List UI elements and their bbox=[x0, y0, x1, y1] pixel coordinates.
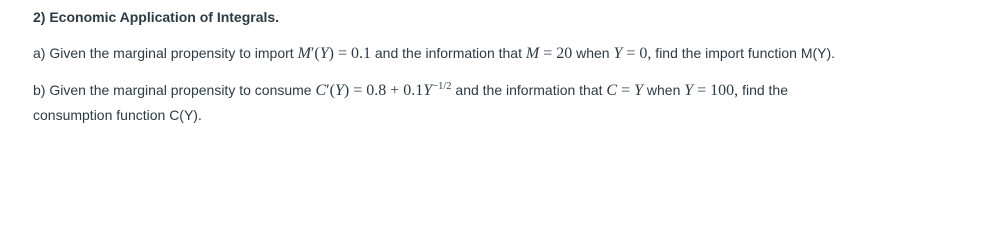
math-c-condition: C bbox=[606, 82, 618, 99]
part-b-continuation: consumption function C(Y). bbox=[33, 107, 202, 123]
math-equals: = bbox=[617, 82, 635, 99]
part-a-text bbox=[33, 45, 835, 63]
math-y-condition: Y bbox=[634, 82, 643, 99]
math-prime: ′ bbox=[326, 82, 330, 99]
math-c-function: C bbox=[315, 82, 327, 99]
math-equals-value: ) = 0.1 bbox=[328, 45, 371, 62]
part-a-text-2: and the information that bbox=[371, 45, 526, 61]
math-exponent: −1/2 bbox=[432, 81, 452, 92]
part-b-text-2: and the information that bbox=[451, 82, 607, 98]
math-y-variable: Y bbox=[319, 45, 329, 62]
math-prime: ′ bbox=[310, 45, 315, 62]
math-m-function: M bbox=[297, 45, 311, 62]
part-b-intro: b) Given the marginal propensity to consume bbox=[33, 82, 316, 98]
math-m-condition: M bbox=[525, 45, 540, 62]
math-m-condition-value: = 20 bbox=[539, 45, 573, 62]
part-b-text-4: find the bbox=[738, 82, 789, 98]
math-y-base: Y bbox=[423, 82, 433, 99]
part-a-intro: a) Given the marginal propensity to import bbox=[33, 45, 298, 61]
math-open-paren: ( bbox=[329, 82, 335, 99]
math-expression: ) = 0.8 + 0.1 bbox=[343, 82, 424, 99]
part-b-text bbox=[33, 82, 788, 100]
math-y-condition-2: Y bbox=[684, 82, 694, 99]
math-open-paren: ( bbox=[314, 45, 320, 62]
part-b-text-3: when bbox=[643, 82, 685, 98]
math-y-variable: Y bbox=[334, 82, 344, 99]
part-a-text-3: when bbox=[572, 45, 614, 61]
math-y-condition-value: = 0, bbox=[622, 45, 652, 62]
problem-heading: 2) Economic Application of Integrals. bbox=[33, 9, 280, 25]
math-y-condition: Y bbox=[613, 45, 623, 62]
part-a-text-4: find the import function M(Y). bbox=[651, 45, 836, 61]
math-y-value: = 100, bbox=[693, 82, 739, 99]
